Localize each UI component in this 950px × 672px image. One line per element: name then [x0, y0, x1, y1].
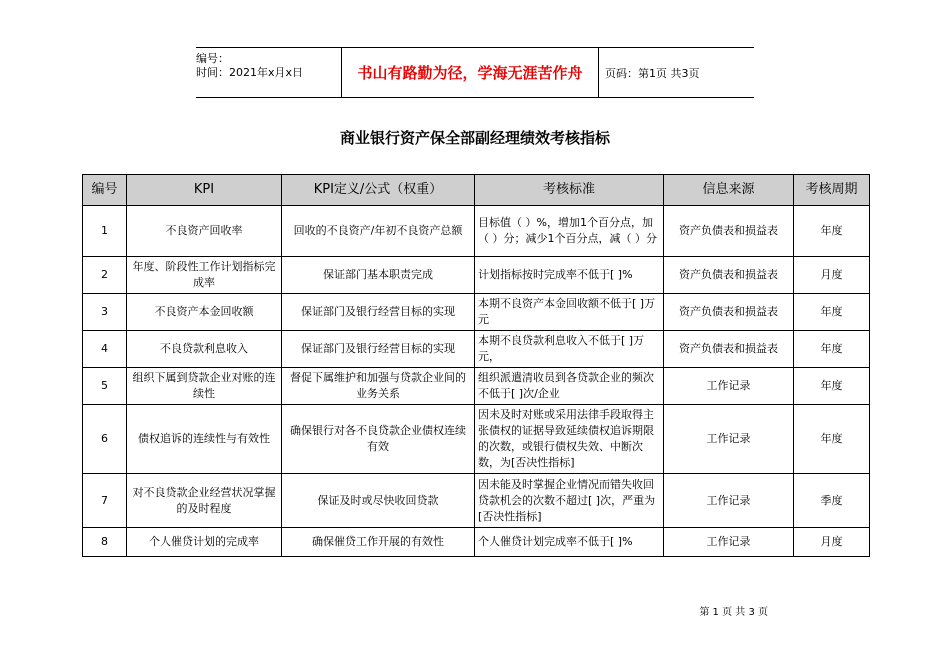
header-cycle: 考核周期	[794, 175, 870, 206]
cell-standard: 个人催贷计划完成率不低于[ ]%	[475, 528, 664, 557]
table-row	[83, 257, 870, 294]
cell-kpi: 个人催贷计划的完成率	[127, 528, 282, 557]
cell-standard: 本期不良贷款利息收入不低于[ ]万元，	[475, 331, 664, 368]
table-row	[83, 206, 870, 257]
page-footer: 第 1 页 共 3 页	[699, 607, 768, 618]
cell-cycle: 年度	[794, 331, 870, 368]
cell-definition: 保证部门及银行经营目标的实现	[282, 294, 475, 331]
table-row	[83, 331, 870, 368]
document-number: 编号：	[196, 52, 229, 65]
kpi-table	[82, 174, 870, 557]
cell-source: 工作记录	[664, 528, 794, 557]
cell-kpi: 不良资产本金回收额	[127, 294, 282, 331]
header-motto: 书山有路勤为径，学海无涯苦作舟	[341, 48, 599, 97]
cell-number: 5	[83, 368, 127, 405]
page-header	[196, 47, 754, 98]
cell-definition: 保证部门基本职责完成	[282, 257, 475, 294]
cell-number: 3	[83, 294, 127, 331]
cell-source: 工作记录	[664, 368, 794, 405]
cell-standard: 因未能及时掌握企业情况而错失收回贷款机会的次数不超过[ ]次，严重为[否决性指标]	[475, 474, 664, 528]
cell-source: 工作记录	[664, 474, 794, 528]
cell-standard: 目标值（ ）%，增加1个百分点，加（ ）分；减少1个百分点，减（ ）分	[475, 206, 664, 257]
cell-kpi: 组织下属到贷款企业对账的连续性	[127, 368, 282, 405]
cell-number: 7	[83, 474, 127, 528]
header-kpi: KPI	[127, 175, 282, 206]
cell-source: 资产负债表和损益表	[664, 206, 794, 257]
table-row	[83, 528, 870, 557]
table-row	[83, 405, 870, 474]
cell-cycle: 月度	[794, 528, 870, 557]
cell-number: 1	[83, 206, 127, 257]
cell-standard: 组织派遣清收员到各贷款企业的频次不低于[ ]次/企业	[475, 368, 664, 405]
cell-cycle: 年度	[794, 294, 870, 331]
cell-definition: 保证部门及银行经营目标的实现	[282, 331, 475, 368]
table-header-row	[83, 175, 870, 206]
cell-cycle: 年度	[794, 405, 870, 474]
header-source: 信息来源	[664, 175, 794, 206]
cell-definition: 确保催贷工作开展的有效性	[282, 528, 475, 557]
cell-kpi: 不良资产回收率	[127, 206, 282, 257]
cell-number: 4	[83, 331, 127, 368]
cell-cycle: 月度	[794, 257, 870, 294]
cell-cycle: 年度	[794, 368, 870, 405]
cell-number: 6	[83, 405, 127, 474]
cell-source: 资产负债表和损益表	[664, 294, 794, 331]
cell-standard: 因未及时对账或采用法律手段取得主张债权的证据导致延续债权追诉期限的次数，或银行债权失效、中断次数，为[否决性指标]	[475, 405, 664, 474]
cell-kpi: 债权追诉的连续性与有效性	[127, 405, 282, 474]
cell-standard: 本期不良资产本金回收额不低于[ ]万元	[475, 294, 664, 331]
cell-definition: 确保银行对各不良贷款企业债权连续有效	[282, 405, 475, 474]
cell-definition: 督促下属维护和加强与贷款企业间的业务关系	[282, 368, 475, 405]
header-page-number: 页码：第1页 共3页	[605, 66, 700, 80]
header-definition: KPI定义/公式（权重）	[282, 175, 475, 206]
cell-standard: 计划指标按时完成率不低于[ ]%	[475, 257, 664, 294]
cell-number: 8	[83, 528, 127, 557]
header-number: 编号	[83, 175, 127, 206]
cell-cycle: 年度	[794, 206, 870, 257]
cell-source: 资产负债表和损益表	[664, 331, 794, 368]
cell-number: 2	[83, 257, 127, 294]
table-row	[83, 474, 870, 528]
cell-source: 资产负债表和损益表	[664, 257, 794, 294]
cell-kpi: 年度、阶段性工作计划指标完成率	[127, 257, 282, 294]
cell-definition: 保证及时或尽快收回贷款	[282, 474, 475, 528]
cell-kpi: 对不良贷款企业经营状况掌握的及时程度	[127, 474, 282, 528]
table-row	[83, 294, 870, 331]
cell-cycle: 季度	[794, 474, 870, 528]
table-row	[83, 368, 870, 405]
cell-source: 工作记录	[664, 405, 794, 474]
header-standard: 考核标准	[475, 175, 664, 206]
cell-definition: 回收的不良资产/年初不良资产总额	[282, 206, 475, 257]
document-date: 时间：2021年x月x日	[196, 66, 304, 79]
header-meta	[196, 48, 341, 97]
document-title: 商业银行资产保全部副经理绩效考核指标	[339, 129, 610, 147]
cell-kpi: 不良贷款利息收入	[127, 331, 282, 368]
